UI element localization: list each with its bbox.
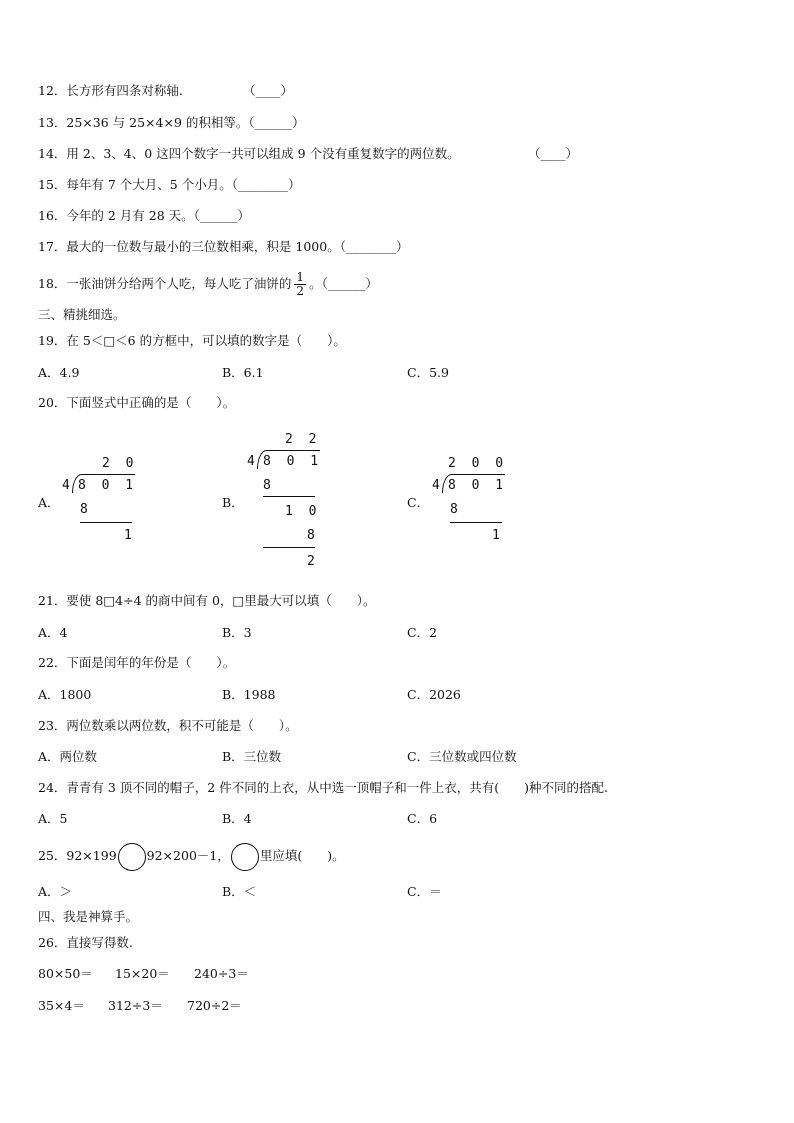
- question-12-text: 12．长方形有四条对称轴.: [38, 83, 183, 98]
- option-c[interactable]: C．6: [407, 811, 438, 826]
- question-25-part1: 25．92×199: [38, 848, 117, 863]
- question-13: 13．25×36 与 25×4×9 的积相等。（______）: [38, 115, 305, 130]
- question-18: [38, 270, 378, 298]
- question-23: 23．两位数乘以两位数，积不可能是（ ）。: [38, 718, 298, 733]
- question-25-part3: 里应填( )。: [259, 848, 345, 863]
- section-3-heading: 三、精挑细选。: [38, 307, 126, 322]
- option-a[interactable]: A．5: [38, 811, 68, 826]
- remainder: 1: [492, 528, 504, 543]
- calc-item: 80×50＝: [38, 966, 93, 981]
- quotient: 2 0: [102, 456, 138, 471]
- option-c[interactable]: C．: [407, 495, 430, 510]
- divisor: 4: [432, 478, 444, 493]
- option-b[interactable]: B．: [222, 495, 244, 510]
- dividend: 8 0 1: [263, 454, 323, 469]
- quotient: 2 2: [285, 432, 321, 447]
- answer-blank[interactable]: （____）: [243, 83, 294, 98]
- divisor: 4: [62, 478, 74, 493]
- question-22: 22．下面是闰年的年份是（ ）。: [38, 655, 236, 670]
- partial-remainder: 1 0: [285, 504, 321, 519]
- division-line: [80, 522, 132, 523]
- option-a[interactable]: A．: [38, 495, 60, 510]
- option-a[interactable]: A．4: [38, 625, 68, 640]
- division-line: [263, 496, 315, 497]
- long-division-a: [60, 452, 150, 552]
- question-12: [38, 83, 294, 99]
- remainder: 1: [124, 528, 136, 543]
- question-21: 21．要使 8□4÷4 的商中间有 0，□里最大可以填（ ）。: [38, 593, 376, 608]
- question-25: [38, 841, 345, 871]
- question-17: 17．最大的一位数与最小的三位数相乘，积是 1000。（________）: [38, 239, 409, 254]
- question-24: 24．青青有 3 顶不同的帽子，2 件不同的上衣，从中选一顶帽子和一件上衣，共有( )种不同的搭配.: [38, 780, 608, 795]
- question-16: 16．今年的 2 月有 28 天。（______）: [38, 208, 250, 223]
- question-26: 26．直接写得数.: [38, 935, 133, 950]
- question-14-text: 14．用 2、3、4、0 这四个数字一共可以组成 9 个没有重复数字的两位数。: [38, 146, 460, 161]
- dividend: 8 0 1: [448, 478, 508, 493]
- option-a[interactable]: A．＞: [38, 884, 73, 899]
- question-14: [38, 146, 579, 162]
- option-a[interactable]: A．两位数: [38, 749, 98, 764]
- dividend: 8 0 1: [78, 478, 138, 493]
- fraction-one-half: [294, 271, 306, 298]
- calc-item: 15×20＝: [115, 966, 170, 981]
- option-c[interactable]: C．2: [407, 625, 438, 640]
- quotient: 2 0 0: [448, 456, 508, 471]
- remainder: 2: [307, 554, 319, 569]
- section-4-heading: 四、我是神算手。: [38, 909, 139, 924]
- subtrahend: 8: [80, 502, 92, 517]
- subtrahend: 8: [263, 478, 275, 493]
- option-c[interactable]: C．5.9: [407, 365, 449, 380]
- answer-circle: [231, 843, 259, 871]
- long-division-b: [245, 428, 335, 573]
- fraction-denominator: 2: [296, 284, 305, 298]
- answer-circle[interactable]: [118, 843, 146, 871]
- calc-item: 720÷2＝: [187, 998, 242, 1013]
- fraction-numerator: 1: [296, 270, 305, 284]
- option-b[interactable]: B．3: [222, 625, 252, 640]
- question-19: 19．在 5＜□＜6 的方框中，可以填的数字是（ ）。: [38, 333, 346, 348]
- option-b[interactable]: B．三位数: [222, 749, 282, 764]
- option-c[interactable]: C．＝: [407, 884, 442, 899]
- long-division-c: [430, 452, 520, 552]
- question-20: 20．下面竖式中正确的是（ ）。: [38, 395, 236, 410]
- calc-item: 312÷3＝: [108, 998, 163, 1013]
- subtrahend: 8: [450, 502, 462, 517]
- question-18-blank: 。（______）: [309, 276, 378, 291]
- division-line: [450, 522, 502, 523]
- calc-item: 35×4＝: [38, 998, 85, 1013]
- option-a[interactable]: A．1800: [38, 687, 92, 702]
- calc-item: 240÷3＝: [194, 966, 249, 981]
- option-a[interactable]: A．4.9: [38, 365, 80, 380]
- divisor: 4: [247, 454, 259, 469]
- question-25-part2: 92×200－1，: [146, 848, 230, 863]
- subtrahend: 8: [307, 528, 319, 543]
- option-b[interactable]: B．4: [222, 811, 252, 826]
- option-b[interactable]: B．6.1: [222, 365, 264, 380]
- division-line: [263, 547, 315, 548]
- option-b[interactable]: B．＜: [222, 884, 257, 899]
- option-c[interactable]: C．三位数或四位数: [407, 749, 517, 764]
- question-18-text: 18．一张油饼分给两个人吃，每人吃了油饼的: [38, 276, 292, 291]
- option-b[interactable]: B．1988: [222, 687, 276, 702]
- answer-blank[interactable]: （____）: [528, 146, 579, 161]
- question-15: 15．每年有 7 个大月、5 个小月。（________）: [38, 177, 301, 192]
- option-c[interactable]: C．2026: [407, 687, 461, 702]
